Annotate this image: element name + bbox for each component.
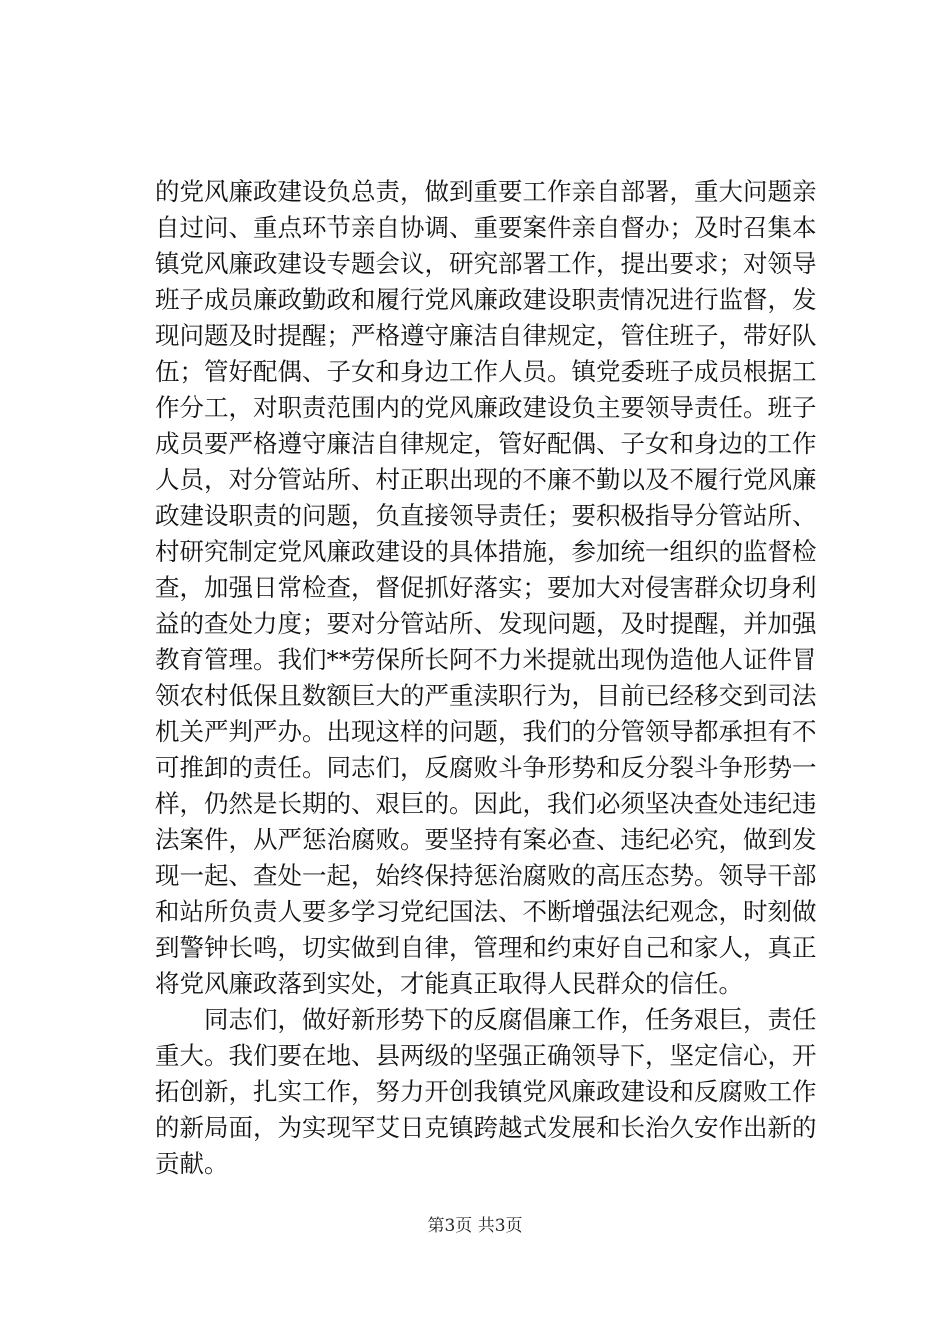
paragraph-2 xyxy=(155,1002,817,1182)
text-line: 自过问、重点环节亲自协调、重要案件亲自督办；及时召集本 xyxy=(155,213,817,242)
text-line: 领农村低保且数额巨大的严重渎职行为，目前已经移交到司法 xyxy=(155,681,817,710)
text-line: 到警钟长鸣，切实做到自律，管理和约束好自己和家人，真正 xyxy=(155,933,817,962)
text-line: 伍；管好配偶、子女和身边工作人员。镇党委班子成员根据工 xyxy=(155,357,817,386)
text-line: 机关严判严办。出现这样的问题，我们的分管领导都承担有不 xyxy=(155,717,817,746)
text-line: 人员，对分管站所、村正职出现的不廉不勤以及不履行党风廉 xyxy=(155,465,817,494)
text-line: 的新局面，为实现罕艾日克镇跨越式发展和长治久安作出新的 xyxy=(155,1113,817,1142)
text-line: 镇党风廉政建设专题会议，研究部署工作，提出要求；对领导 xyxy=(155,249,817,278)
text-line: 政建设职责的问题，负直接领导责任；要积极指导分管站所、 xyxy=(155,501,817,530)
page-number-footer: 第3页 共3页 xyxy=(427,1216,523,1236)
text-line: 和站所负责人要多学习党纪国法、不断增强法纪观念，时刻做 xyxy=(155,897,817,926)
text-line: 将党风廉政落到实处，才能真正取得人民群众的信任。 xyxy=(155,969,743,998)
text-line: 班子成员廉政勤政和履行党风廉政建设职责情况进行监督，发 xyxy=(155,285,817,314)
text-line: 教育管理。我们**劳保所长阿不力米提就出现伪造他人证件冒 xyxy=(155,645,817,674)
text-line: 拓创新，扎实工作，努力开创我镇党风廉政建设和反腐败工作 xyxy=(155,1077,817,1106)
text-line: 现一起、查处一起，始终保持惩治腐败的高压态势。领导干部 xyxy=(155,861,817,890)
text-line: 益的查处力度；要对分管站所、发现问题，及时提醒，并加强 xyxy=(155,609,817,638)
text-line: 查，加强日常检查，督促抓好落实；要加大对侵害群众切身利 xyxy=(155,573,817,602)
text-line: 作分工，对职责范围内的党风廉政建设负主要领导责任。班子 xyxy=(155,393,817,422)
text-line: 可推卸的责任。同志们，反腐败斗争形势和反分裂斗争形势一 xyxy=(155,753,817,782)
text-line: 同志们，做好新形势下的反腐倡廉工作，任务艰巨，责任 xyxy=(204,1005,817,1034)
text-line: 现问题及时提醒；严格遵守廉洁自律规定，管住班子，带好队 xyxy=(155,321,817,350)
text-line: 法案件，从严惩治腐败。要坚持有案必查、违纪必究，做到发 xyxy=(155,825,817,854)
text-line: 成员要严格遵守廉洁自律规定，管好配偶、子女和身边的工作 xyxy=(155,429,817,458)
text-line: 重大。我们要在地、县两级的坚强正确领导下，坚定信心，开 xyxy=(155,1041,817,1070)
text-line: 的党风廉政建设负总责，做到重要工作亲自部署，重大问题亲 xyxy=(155,177,817,206)
paragraph-1 xyxy=(155,174,817,1002)
text-line: 样，仍然是长期的、艰巨的。因此，我们必须坚决查处违纪违 xyxy=(155,789,817,818)
document-body xyxy=(155,174,817,1182)
text-line: 贡献。 xyxy=(155,1149,229,1178)
text-line: 村研究制定党风廉政建设的具体措施，参加统一组织的监督检 xyxy=(155,537,817,566)
